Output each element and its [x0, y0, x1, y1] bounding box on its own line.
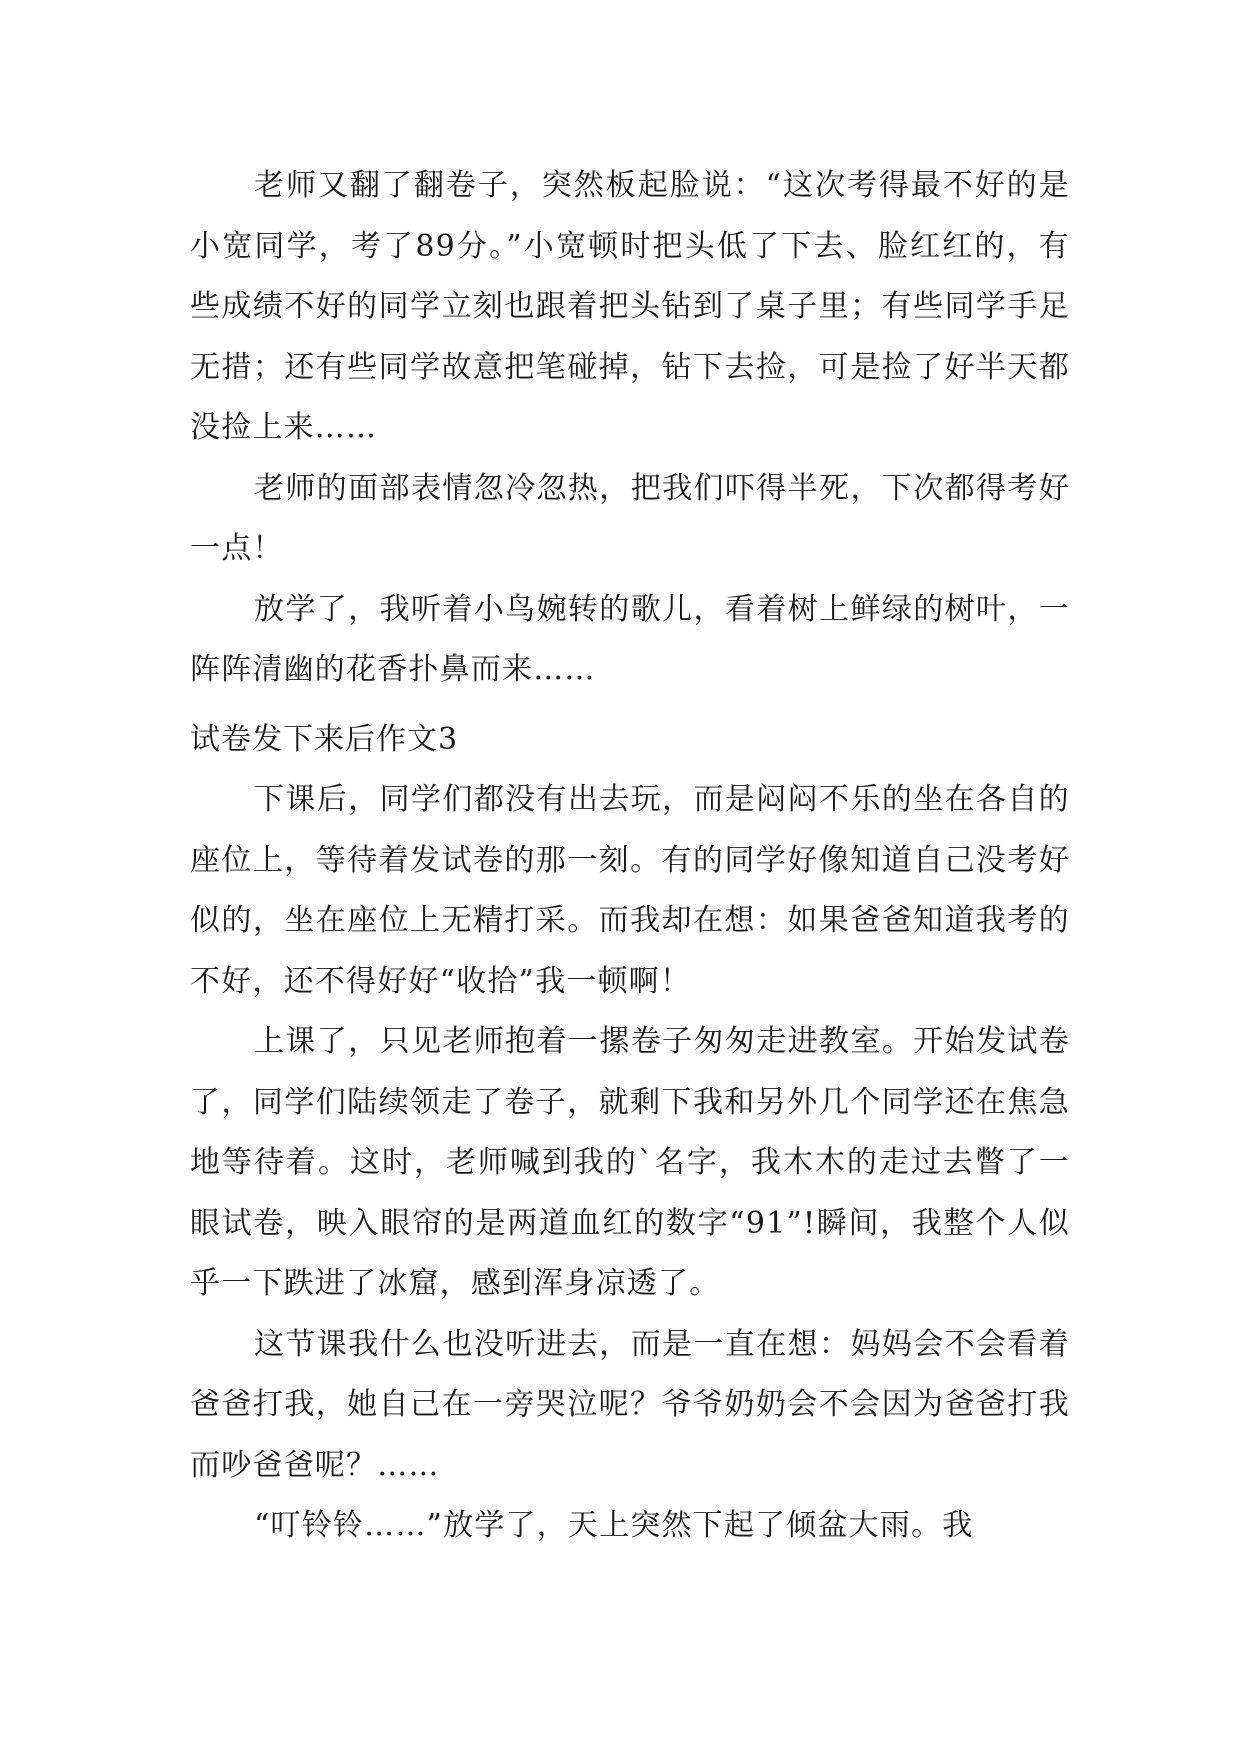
paragraph: 这节课我什么也没听进去，而是一直在想：妈妈会不会看着爸爸打我，她自己在一旁哭泣呢？爷爷奶奶会不会因为爸爸打我而吵爸爸呢？……	[190, 1326, 1070, 1483]
paragraph: 放学了，我听着小鸟婉转的歌儿，看着树上鲜绿的树叶，一阵阵清幽的花香扑鼻而来……	[190, 591, 1070, 687]
essay-section-2	[190, 710, 1070, 1557]
section-title: 试卷发下来后作文3	[190, 722, 459, 757]
paragraph: “叮铃铃……”放学了，天上突然下起了倾盆大雨。我	[254, 1508, 974, 1543]
paragraph: 上课了，只见老师抱着一摞卷子匆匆走进教室。开始发试卷了，同学们陆续领走了卷子，就剩下我和另外几个同学还在焦急地等待着。这时，老师喊到我的`名字，我木木的走过去瞥了一眼试卷，映入眼帘的是两道血红的数字“91”!瞬间，我整个人似乎一下跌进了冰窟，感到浑身凉透了。	[190, 1024, 1070, 1301]
paragraph: 老师又翻了翻卷子，突然板起脸说：“这次考得最不好的是小宽同学，考了89分。”小宽顿时把头低了下去、脸红红的，有些成绩不好的同学立刻也跟着把头钻到了桌子里；有些同学手足无措；还有些同学故意把笔碰掉，钻下去捡，可是捡了好半天都没捡上来……	[190, 168, 1070, 445]
essay-section-1	[190, 156, 1070, 701]
paragraph: 老师的面部表情忽冷忽热，把我们吓得半死，下次都得考好一点！	[190, 470, 1070, 566]
paragraph: 下课后，同学们都没有出去玩，而是闷闷不乐的坐在各自的座位上，等待着发试卷的那一刻。有的同学好像知道自己没考好似的，坐在座位上无精打采。而我却在想：如果爸爸知道我考的不好，还不得好好“收拾”我一顿啊！	[190, 782, 1070, 999]
